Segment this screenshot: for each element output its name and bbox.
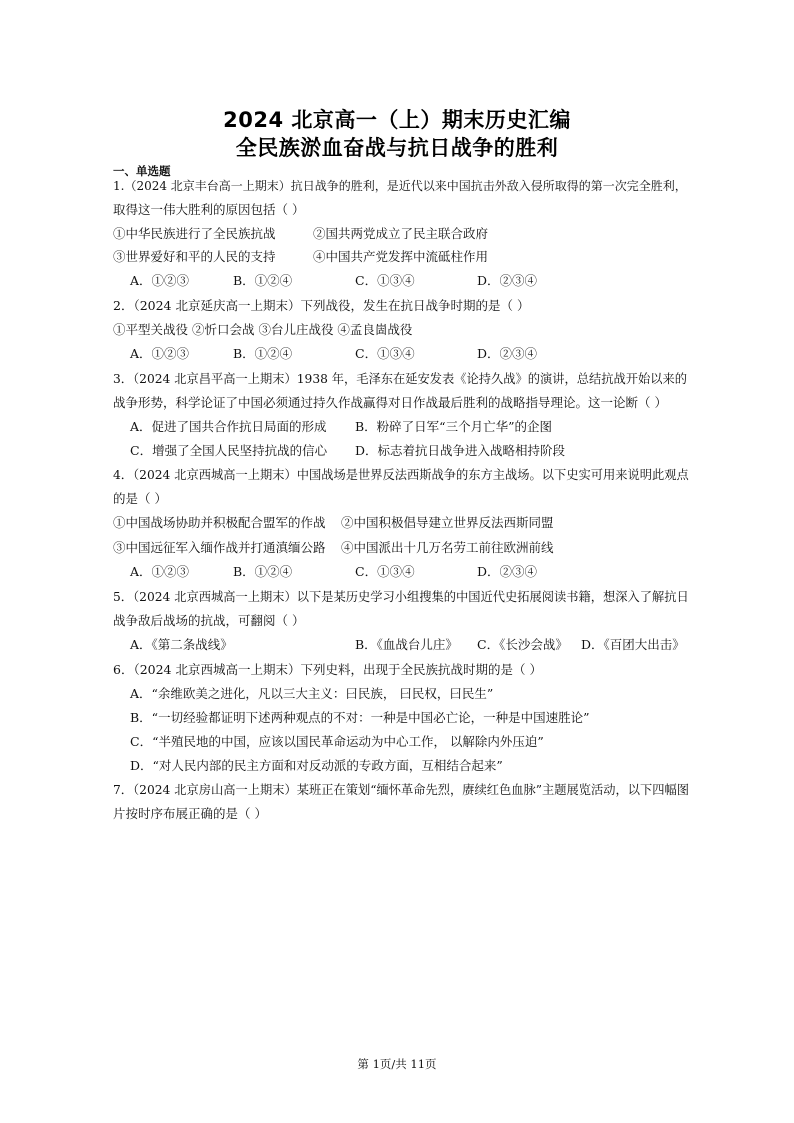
question-2-option-d: D．②③④ (477, 346, 538, 361)
question-5-stem-line-2: 战争敌后战场的抗战，可翻阅（ ） (113, 613, 305, 628)
question-2-option-a: A．①②③ (130, 346, 190, 361)
question-4-stem-line-2: 的是（ ） (113, 491, 167, 506)
question-6-stem: 6．（2024 北京西城高一上期末）下列史料，出现于全民族抗战时期的是（ ） (113, 662, 542, 677)
question-4-option-c: C．①③④ (355, 564, 415, 579)
question-1-item-2: ②国共两党成立了民主联合政府 (313, 226, 489, 241)
page-footer: 第 1页/共 11页 (357, 1057, 437, 1071)
question-2-items: ①平型关战役 ②忻口会战 ③台儿庄战役 ④孟良崮战役 (113, 322, 413, 337)
question-3-option-c: C．增强了全国人民坚持抗战的信心 (130, 443, 328, 458)
question-2-option-b: B．①②④ (233, 346, 293, 361)
question-2-stem: 2．（2024 北京延庆高一上期末）下列战役，发生在抗日战争时期的是（ ） (113, 298, 530, 313)
question-3-option-b: B．粉碎了日军“三个月亡华”的企图 (355, 419, 552, 434)
question-3-option-a: A．促进了国共合作抗日局面的形成 (130, 419, 327, 434)
question-4-item-4: ④中国派出十几万名劳工前往欧洲前线 (341, 540, 554, 555)
question-1-stem-line-2: 取得这一伟大胜利的原因包括（ ） (113, 202, 305, 217)
question-6-option-a: A．“余维欧美之进化，凡以三大主义：曰民族， 曰民权，曰民生” (130, 686, 494, 701)
question-4-stem-line-1: 4．（2024 北京西城高一上期末）中国战场是世界反法西斯战争的东方主战场。以下史实可用来说明此观点 (113, 468, 689, 482)
question-1-option-c: C．①③④ (355, 273, 415, 288)
question-4-item-1: ①中国战场协助并积极配合盟军的作战 (113, 515, 326, 530)
document-title: 2024 北京高一（上）期末历史汇编 (223, 108, 571, 132)
question-1-option-a: A．①②③ (130, 273, 190, 288)
question-6-option-d: D．“对人民内部的民主方面和对反动派的专政方面，互相结合起来” (130, 758, 503, 773)
question-1-stem-line-1: 1.（2024 北京丰台高一上期末）抗日战争的胜利，是近代以来中国抗击外敌入侵所取得的第一次完全胜利， (113, 179, 687, 193)
question-5-option-d: D．《百团大出击》 (581, 637, 685, 652)
question-7-stem-line-1: 7．（2024 北京房山高一上期末）某班正在策划“缅怀革命先烈，赓续红色血脉”主题展览活动，以下四幅图 (113, 783, 690, 797)
question-4-item-2: ②中国积极倡导建立世界反法西斯同盟 (341, 515, 554, 530)
question-4-option-d: D．②③④ (477, 564, 538, 579)
question-1-item-4: ④中国共产党发挥中流砥柱作用 (313, 249, 489, 264)
question-6-option-c: C．“半殖民地的中国，应该以国民革命运动为中心工作， 以解除内外压迫” (130, 734, 544, 749)
question-4-item-3: ③中国远征军入缅作战并打通滇缅公路 (113, 540, 326, 555)
question-6-option-b: B．“一切经验都证明下述两种观点的不对：一种是中国必亡论，一种是中国速胜论” (130, 710, 590, 725)
question-1-item-3: ③世界爱好和平的人民的支持 (113, 249, 276, 264)
question-5-option-b: B．《血战台儿庄》 (355, 637, 458, 652)
question-1-option-b: B．①②④ (233, 273, 293, 288)
question-2-option-c: C．①③④ (355, 346, 415, 361)
section-heading: 一、单选题 (113, 164, 171, 178)
document-subtitle: 全民族淤血奋战与抗日战争的胜利 (235, 136, 559, 160)
question-4-option-b: B．①②④ (233, 564, 293, 579)
question-4-option-a: A．①②③ (130, 564, 190, 579)
question-3-stem-line-1: 3．（2024 北京昌平高一上期末）1938 年，毛泽东在延安发表《论持久战》的演讲，总结抗战开始以来的 (113, 372, 688, 386)
question-1-option-d: D．②③④ (477, 273, 538, 288)
question-3-stem-line-2: 战争形势，科学论证了中国必须通过持久作战赢得对日作战最后胜利的战略指导理论。这一论断（ ） (113, 395, 667, 410)
question-5-option-a: A．《第二条战线》 (130, 637, 233, 652)
question-5-option-c: C．《长沙会战》 (477, 637, 568, 652)
question-5-stem-line-1: 5．（2024 北京西城高一上期末）以下是某历史学习小组搜集的中国近代史拓展阅读书籍，想深入了解抗日 (113, 590, 689, 604)
question-3-option-d: D．标志着抗日战争进入战略相持阶段 (355, 443, 566, 458)
question-1-item-1: ①中华民族进行了全民族抗战 (113, 226, 276, 241)
question-7-stem-line-2: 片按时序布展正确的是（ ） (113, 806, 267, 821)
